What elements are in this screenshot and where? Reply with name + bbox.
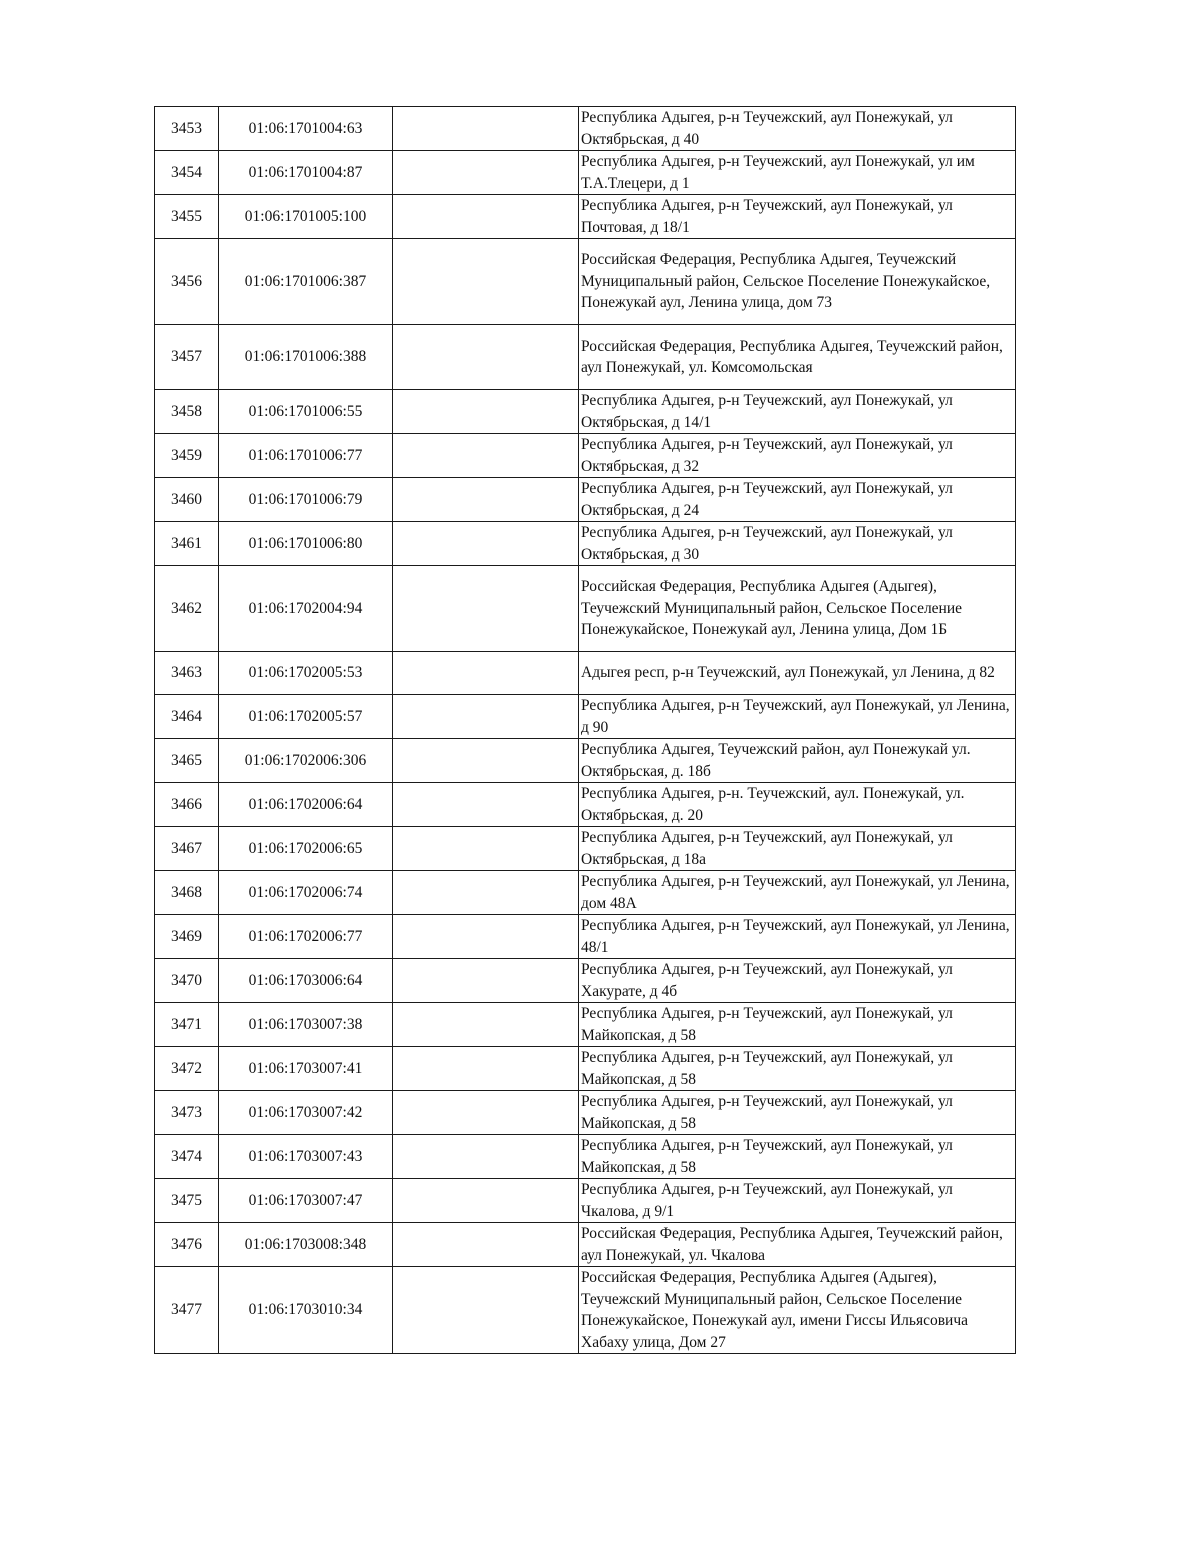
row-number: 3458	[155, 390, 219, 434]
document-page	[154, 106, 1016, 1354]
table-row	[155, 1223, 1016, 1267]
row-number: 3470	[155, 959, 219, 1003]
address: Республика Адыгея, Теучежский район, аул Понежукай ул. Октябрьская, д. 18б	[579, 739, 1016, 783]
table-row	[155, 390, 1016, 434]
empty-cell	[393, 434, 579, 478]
table-row	[155, 151, 1016, 195]
row-number: 3472	[155, 1047, 219, 1091]
empty-cell	[393, 1091, 579, 1135]
table-row	[155, 107, 1016, 151]
address: Республика Адыгея, р-н Теучежский, аул Понежукай, ул Хакурате, д 4б	[579, 959, 1016, 1003]
row-number: 3456	[155, 239, 219, 325]
empty-cell	[393, 107, 579, 151]
table-row	[155, 566, 1016, 652]
cadastral-number: 01:06:1703006:64	[219, 959, 393, 1003]
row-number: 3469	[155, 915, 219, 959]
cadastral-number: 01:06:1702005:57	[219, 695, 393, 739]
table-row	[155, 1047, 1016, 1091]
row-number: 3466	[155, 783, 219, 827]
empty-cell	[393, 522, 579, 566]
cadastral-number: 01:06:1702006:65	[219, 827, 393, 871]
cadastral-number: 01:06:1703010:34	[219, 1267, 393, 1354]
cadastral-number: 01:06:1703007:41	[219, 1047, 393, 1091]
table-row	[155, 1179, 1016, 1223]
empty-cell	[393, 325, 579, 390]
row-number: 3475	[155, 1179, 219, 1223]
property-registry-table	[154, 106, 1016, 1354]
row-number: 3461	[155, 522, 219, 566]
address: Российская Федерация, Республика Адыгея (Адыгея), Теучежский Муниципальный район, Сельское Поселение Понежукайское, Понежукай аул, Ленина улица, Дом 1Б	[579, 566, 1016, 652]
table-row	[155, 522, 1016, 566]
empty-cell	[393, 1003, 579, 1047]
address: Республика Адыгея, р-н. Теучежский, аул. Понежукай, ул. Октябрьская, д. 20	[579, 783, 1016, 827]
cadastral-number: 01:06:1701004:63	[219, 107, 393, 151]
empty-cell	[393, 151, 579, 195]
cadastral-number: 01:06:1702006:64	[219, 783, 393, 827]
row-number: 3454	[155, 151, 219, 195]
address: Республика Адыгея, р-н Теучежский, аул Понежукай, ул Октябрьская, д 32	[579, 434, 1016, 478]
empty-cell	[393, 1267, 579, 1354]
table-row	[155, 915, 1016, 959]
table-row	[155, 478, 1016, 522]
address: Республика Адыгея, р-н Теучежский, аул Понежукай, ул Ленина, 48/1	[579, 915, 1016, 959]
address: Республика Адыгея, р-н Теучежский, аул Понежукай, ул Ленина, д 90	[579, 695, 1016, 739]
address: Российская Федерация, Республика Адыгея, Теучежский район, аул Понежукай, ул. Чкалова	[579, 1223, 1016, 1267]
cadastral-number: 01:06:1702006:77	[219, 915, 393, 959]
table-row	[155, 1091, 1016, 1135]
cadastral-number: 01:06:1703007:43	[219, 1135, 393, 1179]
cadastral-number: 01:06:1702004:94	[219, 566, 393, 652]
address: Республика Адыгея, р-н Теучежский, аул Понежукай, ул Майкопская, д 58	[579, 1135, 1016, 1179]
cadastral-number: 01:06:1701006:387	[219, 239, 393, 325]
row-number: 3462	[155, 566, 219, 652]
cadastral-number: 01:06:1701006:55	[219, 390, 393, 434]
table-row	[155, 739, 1016, 783]
cadastral-number: 01:06:1701006:77	[219, 434, 393, 478]
empty-cell	[393, 478, 579, 522]
empty-cell	[393, 871, 579, 915]
address: Республика Адыгея, р-н Теучежский, аул Понежукай, ул Октябрьская, д 18а	[579, 827, 1016, 871]
empty-cell	[393, 739, 579, 783]
cadastral-number: 01:06:1701004:87	[219, 151, 393, 195]
cadastral-number: 01:06:1703007:38	[219, 1003, 393, 1047]
table-row	[155, 434, 1016, 478]
address: Республика Адыгея, р-н Теучежский, аул Понежукай, ул Почтовая, д 18/1	[579, 195, 1016, 239]
row-number: 3476	[155, 1223, 219, 1267]
address: Республика Адыгея, р-н Теучежский, аул Понежукай, ул Ленина, дом 48А	[579, 871, 1016, 915]
address: Республика Адыгея, р-н Теучежский, аул Понежукай, ул Октябрьская, д 14/1	[579, 390, 1016, 434]
table-row	[155, 695, 1016, 739]
cadastral-number: 01:06:1703008:348	[219, 1223, 393, 1267]
address: Республика Адыгея, р-н Теучежский, аул Понежукай, ул Чкалова, д 9/1	[579, 1179, 1016, 1223]
empty-cell	[393, 652, 579, 695]
cadastral-number: 01:06:1702006:74	[219, 871, 393, 915]
row-number: 3453	[155, 107, 219, 151]
row-number: 3467	[155, 827, 219, 871]
cadastral-number: 01:06:1701006:80	[219, 522, 393, 566]
row-number: 3465	[155, 739, 219, 783]
address: Российская Федерация, Республика Адыгея, Теучежский Муниципальный район, Сельское Поселение Понежукайское, Понежукай аул, Ленина улица, дом 73	[579, 239, 1016, 325]
address: Республика Адыгея, р-н Теучежский, аул Понежукай, ул Октябрьская, д 24	[579, 478, 1016, 522]
cadastral-number: 01:06:1702005:53	[219, 652, 393, 695]
empty-cell	[393, 915, 579, 959]
cadastral-number: 01:06:1702006:306	[219, 739, 393, 783]
address: Республика Адыгея, р-н Теучежский, аул Понежукай, ул им Т.А.Тлецери, д 1	[579, 151, 1016, 195]
row-number: 3474	[155, 1135, 219, 1179]
row-number: 3457	[155, 325, 219, 390]
table-row	[155, 652, 1016, 695]
row-number: 3463	[155, 652, 219, 695]
address: Республика Адыгея, р-н Теучежский, аул Понежукай, ул Майкопская, д 58	[579, 1047, 1016, 1091]
empty-cell	[393, 1047, 579, 1091]
table-row	[155, 959, 1016, 1003]
empty-cell	[393, 827, 579, 871]
table-row	[155, 1267, 1016, 1354]
cadastral-number: 01:06:1701006:79	[219, 478, 393, 522]
row-number: 3460	[155, 478, 219, 522]
cadastral-number: 01:06:1703007:42	[219, 1091, 393, 1135]
address: Российская Федерация, Республика Адыгея, Теучежский район, аул Понежукай, ул. Комсомольская	[579, 325, 1016, 390]
empty-cell	[393, 695, 579, 739]
empty-cell	[393, 195, 579, 239]
address: Республика Адыгея, р-н Теучежский, аул Понежукай, ул Майкопская, д 58	[579, 1003, 1016, 1047]
table-row	[155, 325, 1016, 390]
table-row	[155, 827, 1016, 871]
empty-cell	[393, 390, 579, 434]
table-row	[155, 1135, 1016, 1179]
row-number: 3471	[155, 1003, 219, 1047]
row-number: 3473	[155, 1091, 219, 1135]
row-number: 3468	[155, 871, 219, 915]
table-row	[155, 783, 1016, 827]
address: Республика Адыгея, р-н Теучежский, аул Понежукай, ул Октябрьская, д 30	[579, 522, 1016, 566]
row-number: 3459	[155, 434, 219, 478]
table-row	[155, 195, 1016, 239]
table-body	[155, 107, 1016, 1354]
address: Российская Федерация, Республика Адыгея (Адыгея), Теучежский Муниципальный район, Сельское Поселение Понежукайское, Понежукай аул, имени Гиссы Ильясовича Хабаху улица, Дом 27	[579, 1267, 1016, 1354]
address: Республика Адыгея, р-н Теучежский, аул Понежукай, ул Октябрьская, д 40	[579, 107, 1016, 151]
empty-cell	[393, 1223, 579, 1267]
cadastral-number: 01:06:1703007:47	[219, 1179, 393, 1223]
row-number: 3477	[155, 1267, 219, 1354]
empty-cell	[393, 783, 579, 827]
row-number: 3455	[155, 195, 219, 239]
empty-cell	[393, 1135, 579, 1179]
empty-cell	[393, 566, 579, 652]
row-number: 3464	[155, 695, 219, 739]
table-row	[155, 871, 1016, 915]
empty-cell	[393, 959, 579, 1003]
address: Республика Адыгея, р-н Теучежский, аул Понежукай, ул Майкопская, д 58	[579, 1091, 1016, 1135]
empty-cell	[393, 239, 579, 325]
address: Адыгея респ, р-н Теучежский, аул Понежукай, ул Ленина, д 82	[579, 652, 1016, 695]
cadastral-number: 01:06:1701006:388	[219, 325, 393, 390]
table-row	[155, 1003, 1016, 1047]
empty-cell	[393, 1179, 579, 1223]
table-row	[155, 239, 1016, 325]
cadastral-number: 01:06:1701005:100	[219, 195, 393, 239]
